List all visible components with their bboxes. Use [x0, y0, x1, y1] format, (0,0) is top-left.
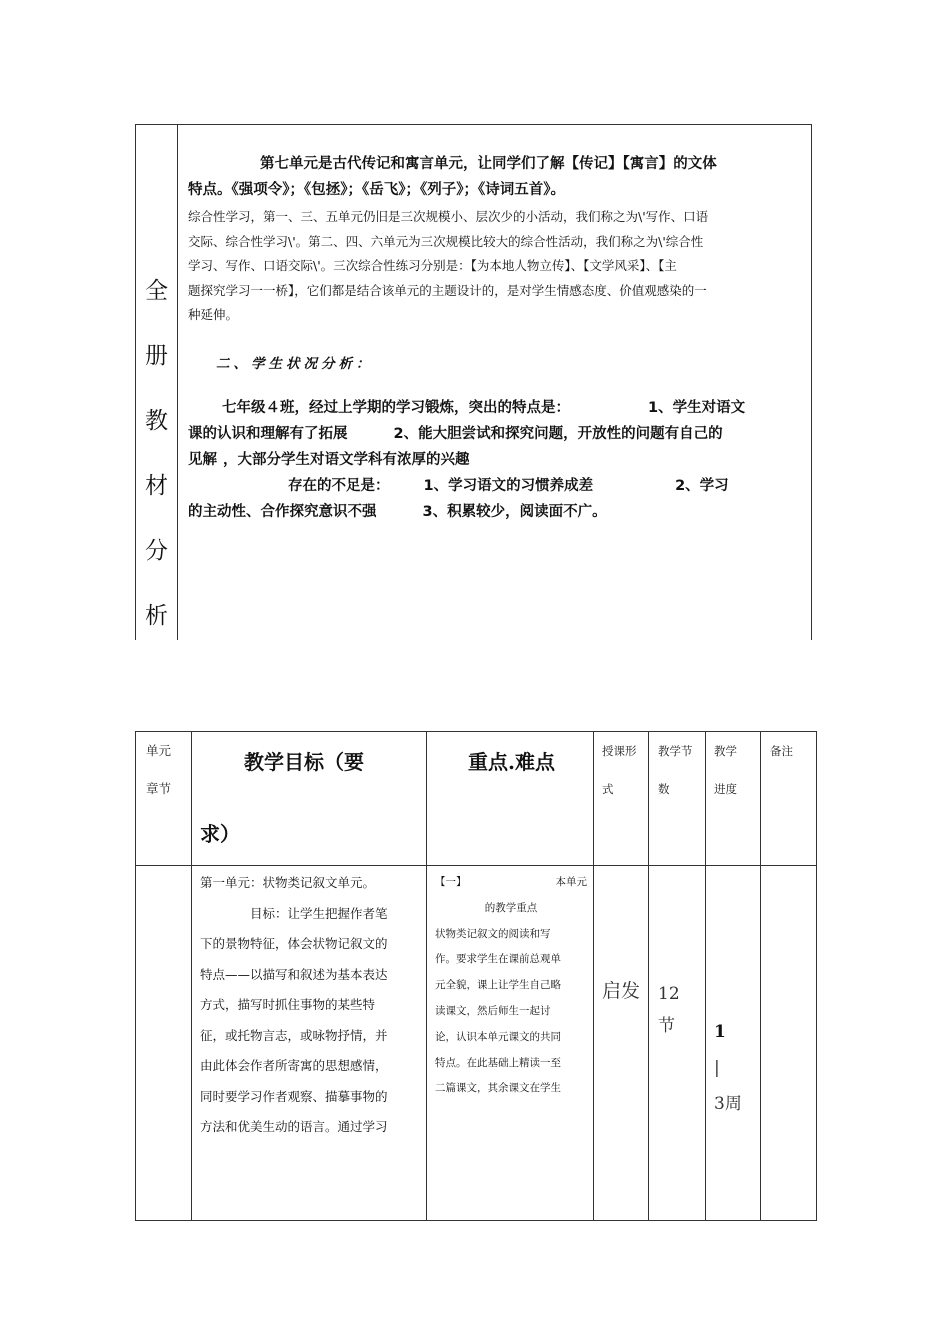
- comprehensive-line: 综合性学习，第一、三、五单元仍旧是三次规模小、层次少的小活动，我们称之为\'写作、口语: [188, 209, 709, 224]
- table-col-line: [705, 732, 706, 1220]
- comprehensive-line: 交际、综合性学习\'。第二、四、六单元为三次规模比较大的综合性活动，我们称之为\'综合性: [188, 233, 704, 249]
- vertical-char: 析: [145, 603, 168, 629]
- goal-cell: 第一单元：状物类记叙文单元。 目标：让学生把握作者笔 下的景物特征，体会状物记叙文的 特点——以描写和叙述为基本表达 方式，描写时抓住事物的某些特 征，或托物言志，或咏物抒情，并 由此体会作者所寄寓的思想感情， 同时要学习作者观察、描摹事物的 方法和优美生动的语言。通过学习: [200, 875, 388, 1134]
- header-periods: 教学节 数: [658, 744, 693, 796]
- unit7-line2: 特点。《强项令》；《包拯》；《岳飞》；《列子》；《诗词五首》。: [188, 182, 565, 198]
- comprehensive-line: 题探究学习一一桥】，它们都是结合该单元的主题设计的，是对学生情感态度、价值观感染的一: [188, 282, 707, 298]
- vertical-char: 分: [145, 538, 168, 564]
- periods-cell: 12 节: [658, 984, 680, 1036]
- textbook-analysis-frame: [135, 124, 812, 640]
- comprehensive-line: 种延伸。: [188, 307, 239, 322]
- header-unit-chapter: 单元 章节: [146, 743, 172, 796]
- student-analysis-paragraph: 七年级４班，经过上学期的学习锻炼，突出的特点是： 1、学生对语文 课的认识和理解有了拓展 2、能大胆尝试和探究问题，开放性的问题有自己的 见解 ，大部分学生对语文学科有浓厚的兴趣 存在的不足是： 1、学习语文的习惯养成差 2、学习 的主动性、合作探究意识不强 3、积累较少，阅读面不广。: [188, 399, 746, 520]
- unit7-paragraph: [188, 151, 801, 203]
- vertical-char: 全: [145, 278, 168, 304]
- table-col-line: [426, 732, 427, 1220]
- table-row-line: [136, 865, 816, 866]
- teaching-plan-table: [135, 731, 817, 1221]
- table-col-line: [593, 732, 594, 1220]
- comprehensive-line: 学习、写作、口语交际\'。三次综合性练习分别是：【为本地人物立传】、【文学风采】、【主: [188, 258, 677, 273]
- column-divider: [177, 125, 178, 640]
- vertical-label: [136, 275, 177, 665]
- header-goal-cont: 求）: [200, 822, 240, 846]
- header-notes: 备注: [770, 744, 793, 758]
- unit7-line1: 第七单元是古代传记和寓言单元，让同学们了解【传记】【寓言】的文体: [260, 156, 717, 172]
- header-key-points: 重点.难点: [468, 750, 555, 774]
- header-goal: 教学目标（要: [244, 750, 364, 774]
- key-points-cell: 【一】 本单元 的教学重点 状物类记叙文的阅读和写 作。要求学生在课前总观单 元全貌，课上让学生自己略 读课文，然后师生一起讨 论，认识本单元课文的共同 特点。在此基础上精读一至 二篇课文，其余课文在学生: [435, 876, 587, 1095]
- vertical-char: 材: [145, 473, 168, 499]
- header-progress: 教学 进度: [714, 744, 737, 796]
- table-col-line: [191, 732, 192, 1220]
- progress-cell: 1 | 3周: [714, 1022, 742, 1114]
- header-method: 授课形 式: [602, 744, 637, 796]
- comprehensive-paragraph: [188, 205, 801, 328]
- method-cell: 启发: [602, 980, 641, 1002]
- table-col-line: [760, 732, 761, 1220]
- vertical-char: 教: [145, 408, 168, 434]
- analysis-content: [188, 151, 801, 525]
- table-col-line: [648, 732, 649, 1220]
- vertical-char: 册: [145, 343, 168, 369]
- student-analysis-heading: 二、学生状况分析：: [216, 355, 374, 372]
